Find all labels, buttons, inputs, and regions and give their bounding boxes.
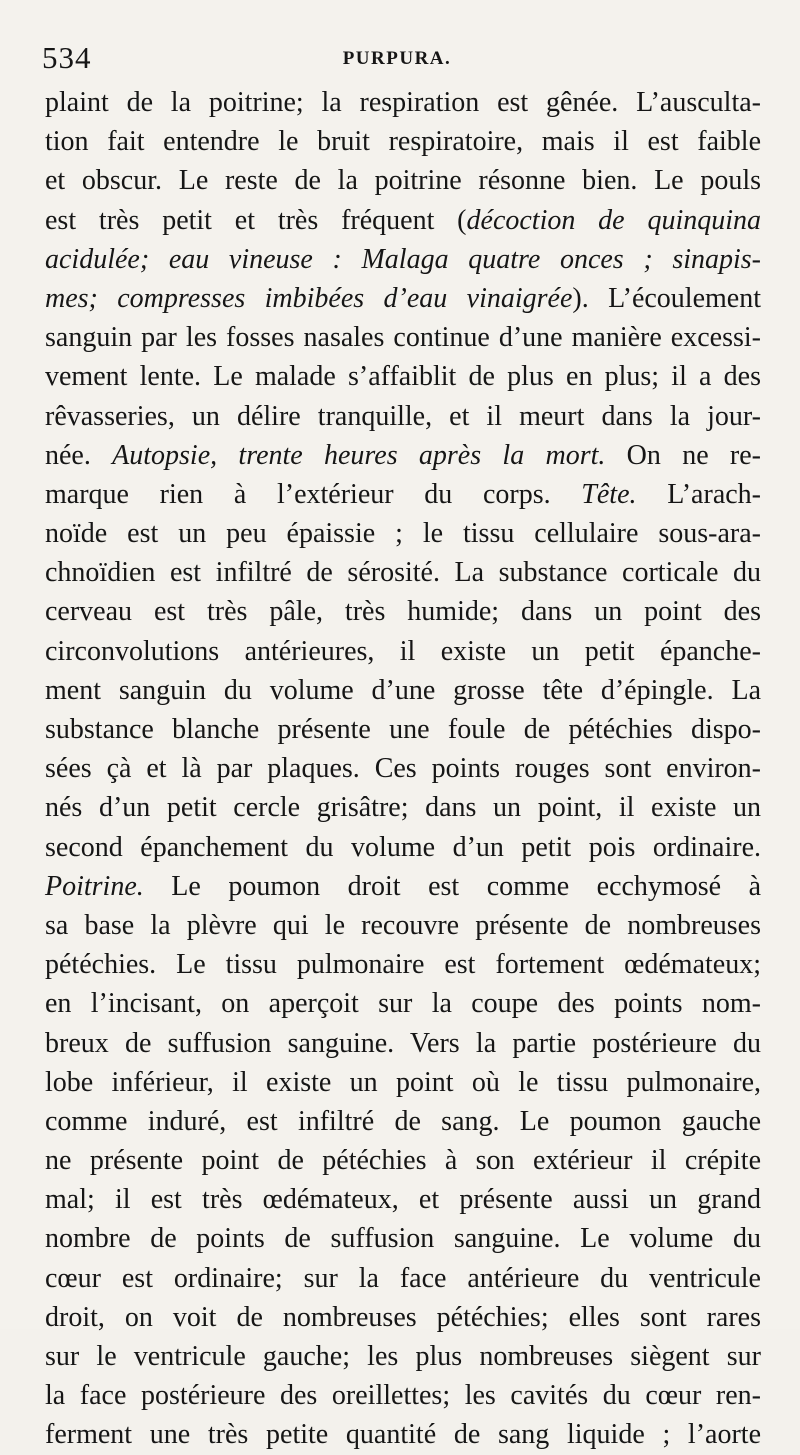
text-line <box>45 1415 761 1454</box>
text-run: cœur est ordinaire; sur la face antérieure du ventricule <box>45 1262 761 1294</box>
text-run: tion fait entendre le bruit respiratoire, mais il est faible <box>45 126 761 158</box>
text-line <box>45 632 761 671</box>
text-line <box>45 122 761 161</box>
text-run: plaint de la poitrine; la respiration est gênée. L’ausculta- <box>45 87 761 118</box>
page-header <box>42 40 752 80</box>
text-line <box>45 906 761 945</box>
text-line <box>45 788 761 827</box>
text-run: sées çà et là par plaques. Ces points rouges sont environ- <box>45 753 761 785</box>
text-run: née. <box>45 439 113 471</box>
text-run: droit, on voit de nombreuses pétéchies; elles sont rares <box>45 1301 761 1333</box>
text-run: substance blanche présente une foule de pétéchies dispo- <box>45 714 761 745</box>
text-line <box>45 553 761 592</box>
text-line <box>45 710 761 749</box>
text-line <box>45 475 761 514</box>
text-run: ). L’écoulement <box>572 282 761 314</box>
text-line <box>45 671 761 710</box>
text-line <box>45 984 761 1023</box>
text-run: noïde est un peu épaissie ; le tissu cellulaire sous-ara- <box>45 518 761 550</box>
text-line <box>45 514 761 553</box>
text-line <box>45 1376 761 1415</box>
text-run: nés d’un petit cercle grisâtre; dans un point, il existe un <box>45 792 761 824</box>
text-line <box>45 279 761 318</box>
text-line <box>45 1337 761 1376</box>
text-run: breux de suffusion sanguine. Vers la partie postérieure du <box>45 1027 761 1059</box>
text-run: vement lente. Le malade s’affaiblit de plus en plus; il a des <box>45 361 761 393</box>
text-run: ment sanguin du volume d’une grosse tête d’épingle. La <box>45 674 761 706</box>
body-text <box>45 83 761 1455</box>
text-line <box>45 397 761 436</box>
text-line <box>45 201 761 240</box>
text-line <box>45 1219 761 1258</box>
text-line <box>45 240 761 279</box>
text-run: en l’incisant, on aperçoit sur la coupe des points nom- <box>45 988 761 1020</box>
running-head: PURPURA. <box>342 48 452 69</box>
italic-run: décoction de quinquina <box>466 204 761 236</box>
text-line <box>45 828 761 867</box>
italic-run: Poitrine. <box>45 870 144 902</box>
text-run: marque rien à l’extérieur du corps. <box>45 478 582 510</box>
text-run: L’arach- <box>636 478 761 510</box>
text-run: On ne re- <box>605 439 761 471</box>
text-run: rêvasseries, un délire tranquille, et il meurt dans la jour- <box>45 400 761 432</box>
text-line <box>45 749 761 788</box>
text-run: comme induré, est infiltré de sang. Le poumon gauche <box>45 1105 761 1137</box>
text-line <box>45 592 761 631</box>
text-run: sa base la plèvre qui le recouvre présente de nombreuses <box>45 909 761 941</box>
text-run: mal; il est très œdémateux, et présente aussi un grand <box>45 1184 761 1216</box>
text-line <box>45 357 761 396</box>
text-line <box>45 1063 761 1102</box>
text-run: pétéchies. Le tissu pulmonaire est fortement œdémateux; <box>45 949 761 981</box>
text-line <box>45 1259 761 1298</box>
text-line <box>45 1180 761 1219</box>
text-line <box>45 318 761 357</box>
italic-run: Autopsie, trente heures après la mort. <box>112 439 606 471</box>
text-run: chnoïdien est infiltré de sérosité. La substance corticale du <box>45 557 761 589</box>
text-run: Le poumon droit est comme ecchymosé à <box>143 870 761 902</box>
text-run: circonvolutions antérieures, il existe un petit épanche- <box>45 635 761 667</box>
text-run: ne présente point de pétéchies à son extérieur il crépite <box>45 1145 761 1177</box>
text-run: second épanchement du volume d’un petit pois ordinaire. <box>45 831 761 863</box>
text-run: est très petit et très fréquent ( <box>45 204 467 236</box>
text-line <box>45 1141 761 1180</box>
text-line <box>45 945 761 984</box>
text-run: sanguin par les fosses nasales continue d’une manière excessi- <box>45 322 761 354</box>
page-number: 534 <box>42 40 92 75</box>
text-run: la face postérieure des oreillettes; les cavités du cœur ren- <box>45 1380 761 1412</box>
text-run: cerveau est très pâle, très humide; dans un point des <box>45 596 761 628</box>
italic-run: mes; compresses imbibées d’eau vinaigrée <box>45 282 573 314</box>
text-line <box>45 1024 761 1063</box>
text-line <box>45 161 761 200</box>
text-line <box>45 1298 761 1337</box>
text-line <box>45 436 761 475</box>
text-line <box>45 1102 761 1141</box>
text-run: sur le ventricule gauche; les plus nombreuses siègent sur <box>45 1341 761 1372</box>
text-run: lobe inférieur, il existe un point où le tissu pulmonaire, <box>45 1066 761 1098</box>
text-run: ferment une très petite quantité de sang liquide ; l’aorte <box>45 1419 761 1451</box>
text-line <box>45 83 761 122</box>
text-run: nombre de points de suffusion sanguine. Le volume du <box>45 1223 761 1255</box>
italic-run: acidulée; eau vineuse : Malaga quatre onces ; sinapis- <box>45 243 761 275</box>
italic-run: Tête. <box>581 478 637 510</box>
text-line <box>45 867 761 906</box>
text-run: et obscur. Le reste de la poitrine résonne bien. Le pouls <box>45 165 761 197</box>
